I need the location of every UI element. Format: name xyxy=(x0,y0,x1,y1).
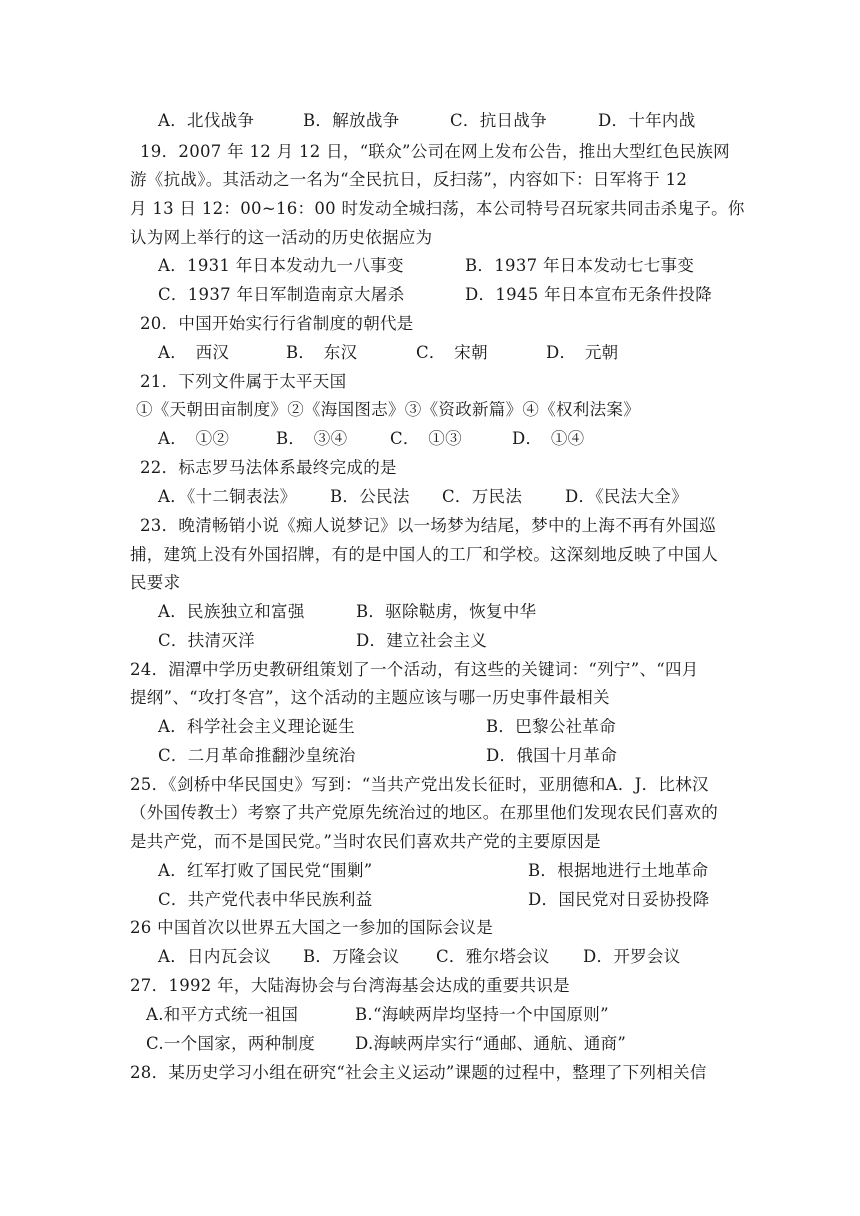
option-d: D．十年内战 xyxy=(598,111,696,130)
question-22-stem: 22．标志罗马法体系最终完成的是 xyxy=(140,458,397,477)
option-c: C．二月革命推翻沙皇统治 xyxy=(158,746,356,765)
option-b: B．巴黎公社革命 xyxy=(486,717,617,736)
question-24-stem-line-2: 提纲”、“攻打冬宫”，这个活动的主题应该与哪一历史事件最相关 xyxy=(130,688,610,707)
option-b: B．1937 年日本发动七七事变 xyxy=(465,256,695,275)
option-d: D.海峡两岸实行“通邮、通航、通商” xyxy=(355,1034,627,1053)
question-25-stem-line-1: 25．《剑桥中华民国史》写到：“当共产党出发长征时，亚朋德和A．J．比林汉 xyxy=(130,775,709,794)
option-d: D． 元朝 xyxy=(546,343,619,362)
option-d: D．国民党对日妥协投降 xyxy=(528,890,710,909)
option-d: D． ①④ xyxy=(512,429,585,448)
question-24-stem-line-1: 24．湄潭中学历史教研组策划了一个活动，有这些的关键词：“列宁”、“四月 xyxy=(130,660,699,679)
option-a: A.和平方式统一祖国 xyxy=(146,1005,299,1024)
option-d: D．俄国十月革命 xyxy=(486,746,618,765)
option-c: C．雅尔塔会议 xyxy=(436,947,550,966)
option-a: A．1931 年日本发动九一八事变 xyxy=(158,256,404,275)
option-a: A．民族独立和富强 xyxy=(158,602,305,621)
option-b: B．公民法 xyxy=(330,487,410,506)
question-23-stem-line-2: 捕，建筑上没有外国招牌，有的是中国人的工厂和学校。这深刻地反映了中国人 xyxy=(130,545,718,564)
option-b: B．解放战争 xyxy=(303,111,400,130)
option-b: B．驱除鞑虏，恢复中华 xyxy=(356,602,537,621)
option-c: C．共产党代表中华民族利益 xyxy=(158,890,373,909)
option-c: C．万民法 xyxy=(442,487,523,506)
question-19-stem-line-4: 认为网上举行的这一活动的历史依据应为 xyxy=(130,228,433,247)
question-19-stem-line-1: 19．2007 年 12 月 12 日，“联众”公司在网上发布公告，推出大型红色民族网 xyxy=(140,142,730,161)
question-26-stem: 26 中国首次以世界五大国之一参加的国际会议是 xyxy=(130,918,494,937)
option-d: D．开罗会议 xyxy=(583,947,681,966)
question-25-stem-line-2: （外国传教士）考察了共产党原先统治过的地区。在那里他们发现农民们喜欢的 xyxy=(130,803,718,822)
question-19-stem-line-2: 游《抗战》。其活动之一名为“全民抗日，反扫荡”，内容如下：日军将于 12 xyxy=(130,170,688,189)
option-a: A．红军打败了国民党“围剿” xyxy=(158,861,373,880)
option-a: A． 西汉 xyxy=(158,343,230,362)
question-25-stem-line-3: 是共产党，而不是国民党。”当时农民们喜欢共产党的主要原因是 xyxy=(130,832,601,851)
option-a: A． ①② xyxy=(158,429,230,448)
option-b: B． 东汉 xyxy=(286,343,358,362)
question-28-stem: 28．某历史学习小组在研究“社会主义运动”课题的过程中，整理了下列相关信 xyxy=(130,1063,707,1082)
option-a: A．《十二铜表法》 xyxy=(158,487,297,506)
option-a: A．日内瓦会议 xyxy=(158,947,272,966)
option-c: C． 宋朝 xyxy=(416,343,488,362)
option-c: C． ①③ xyxy=(390,429,462,448)
option-c: C．抗日战争 xyxy=(450,111,547,130)
option-b: B．根据地进行土地革命 xyxy=(528,861,709,880)
option-b: B.“海峡两岸均坚持一个中国原则” xyxy=(355,1005,609,1024)
option-d: D．1945 年日本宣布无条件投降 xyxy=(465,285,713,304)
question-23-stem-line-3: 民要求 xyxy=(130,573,181,592)
option-a: A．北伐战争 xyxy=(158,111,255,130)
question-27-stem: 27．1992 年，大陆海协会与台湾海基会达成的重要共识是 xyxy=(130,976,570,995)
question-20-stem: 20．中国开始实行行省制度的朝代是 xyxy=(140,314,414,333)
option-a: A．科学社会主义理论诞生 xyxy=(158,717,356,736)
question-23-stem-line-1: 23．晚清畅销小说《痴人说梦记》以一场梦为结尾，梦中的上海不再有外国巡 xyxy=(140,516,716,535)
option-d: D．建立社会主义 xyxy=(356,631,488,650)
option-c: C．1937 年日军制造南京大屠杀 xyxy=(158,285,405,304)
option-c: C.一个国家，两种制度 xyxy=(146,1034,316,1053)
option-c: C．扶清灭洋 xyxy=(158,631,255,650)
question-21-documents: ①《天朝田亩制度》②《海国图志》③《资政新篇》④《权利法案》 xyxy=(136,400,640,419)
option-d: D．《民法大全》 xyxy=(565,487,688,506)
option-b: B． ③④ xyxy=(276,429,348,448)
question-21-stem: 21．下列文件属于太平天国 xyxy=(140,372,347,391)
option-b: B．万隆会议 xyxy=(303,947,400,966)
question-19-stem-line-3: 月 13 日 12：00~16：00 时发动全城扫荡，本公司特号召玩家共同击杀鬼子。你 xyxy=(130,199,745,218)
